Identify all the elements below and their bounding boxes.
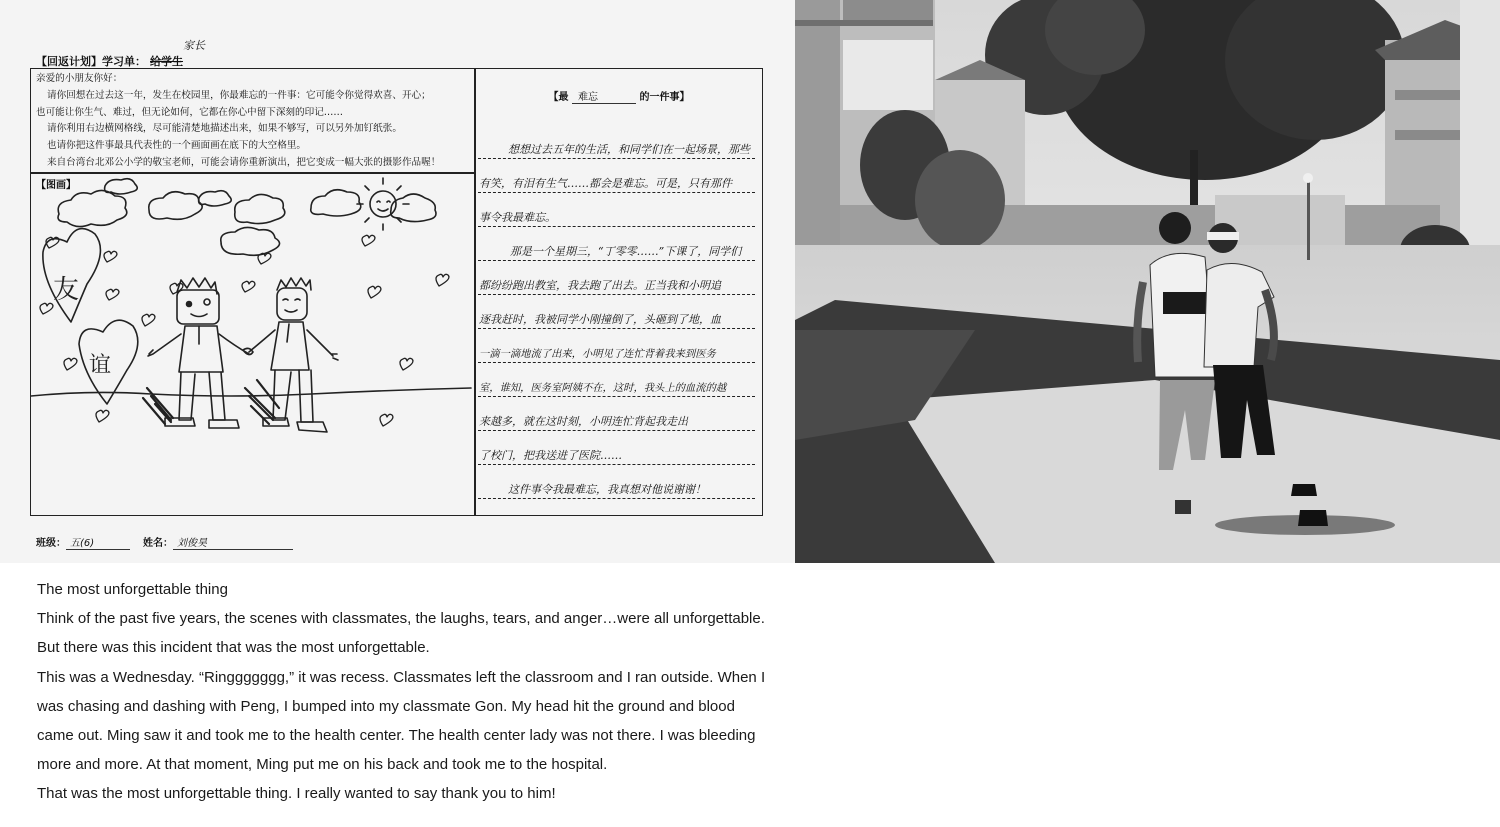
- essay-line: 这件事令我最难忘，我真想对他说谢谢！: [508, 483, 706, 496]
- translation-line: more and more. At that moment, Ming put me on his back and took me to the hospital.: [37, 756, 608, 774]
- essay-line: 来越多，就在这时刻，小明连忙背起我走出: [479, 415, 688, 428]
- boy-figure-icon: [143, 278, 249, 428]
- sun-icon: [357, 178, 409, 230]
- translation-line: But there was this incident that was the most unforgettable.: [37, 639, 430, 657]
- translation-line: This was a Wednesday. “Ringgggggg,” it was recess. Classmates left the classroom and I ran outside. When I: [37, 668, 766, 686]
- translation-line: Think of the past five years, the scenes with classmates, the laughs, tears, and anger…were all unforgettable.: [37, 610, 765, 628]
- essay-rule: [478, 464, 755, 465]
- essay-line: 逐我赶时，我被同学小刚撞倒了，头砸到了地，血: [479, 313, 721, 326]
- essay-line: 有笑，有泪有生气……都会是难忘。可是，只有那件: [479, 177, 732, 190]
- essay-line: 那是一个星期三，“丁零零……”下课了，同学们: [510, 245, 742, 258]
- essay-rule: [478, 396, 755, 397]
- frame-divider: [474, 68, 476, 516]
- name-label: 姓名：: [142, 538, 173, 549]
- translation-title: The most unforgettable thing: [37, 581, 228, 598]
- essay-rule: [478, 498, 755, 499]
- essay-title-prefix: 【最: [548, 92, 569, 103]
- essay-rule: [478, 226, 755, 227]
- essay-rule: [478, 328, 755, 329]
- heart-char: 谊: [89, 353, 112, 378]
- essay-rule: [478, 158, 755, 159]
- translation-line: That was the most unforgettable thing. I really wanted to say thank you to him!: [37, 785, 556, 803]
- essay-line: 事令我最难忘。: [479, 211, 556, 224]
- intro-line: 也可能让你生气、难过，但无论如何，它都在你心中留下深刻的印记……: [36, 106, 343, 118]
- intro-text: [36, 71, 472, 172]
- drawing-label: 【图画】: [36, 180, 76, 191]
- essay-line: 一滴一滴地流了出来，小明见了连忙背着我来到医务: [479, 348, 716, 360]
- header-label: 【回返计划】学习单：: [36, 55, 146, 68]
- worksheet-header: [36, 53, 187, 69]
- lamp-post: [1307, 180, 1310, 260]
- essay-rule: [478, 362, 755, 363]
- intro-line: 亲爱的小朋友你好：: [36, 73, 123, 84]
- boy-figure-icon: [245, 278, 338, 432]
- essay-title-fill: 难忘: [572, 88, 636, 104]
- class-value: 五(6): [66, 534, 130, 550]
- essay-rule: [478, 260, 755, 261]
- english-translation: [37, 579, 817, 813]
- class-label: 班级：: [36, 538, 66, 549]
- essay-line: 室，谁知，医务室阿姨不在，这时，我头上的血流的越: [479, 382, 727, 394]
- essay-title-suffix: 的一件事】: [639, 92, 690, 103]
- intro-line: 来自台湾台北邓公小学的敬宝老师，可能会请你重新演出，把它变成一幅大张的摄影作品喔！: [47, 156, 441, 168]
- heart-char: 友: [53, 275, 80, 305]
- intro-line: 请你利用右边横网格线，尽可能清楚地描述出来，如果不够写，可以另外加钉纸张。: [47, 123, 402, 135]
- schoolyard-photo: [795, 0, 1500, 563]
- essay-rule: [478, 294, 755, 295]
- intro-line: 也请你把这件事最具代表性的一个画面画在底下的大空格里。: [47, 140, 307, 152]
- intro-line: 请你回想在过去这一年，发生在校园里，你最难忘的一件事：它可能令你觉得欢喜、开心；: [47, 89, 431, 101]
- essay-line: 了校门，把我送进了医院……: [479, 449, 622, 462]
- essay-rule: [478, 430, 755, 431]
- bush: [915, 150, 1005, 250]
- header-value: 给学生: [146, 55, 187, 69]
- child-drawing: [31, 174, 474, 515]
- essay-rule: [478, 192, 755, 193]
- essay-line: 都纷纷跑出教室，我去跑了出去。正当我和小明追: [479, 279, 721, 292]
- student-info: [36, 534, 293, 550]
- header-correction: 家长: [183, 39, 205, 52]
- name-value: 刘俊昊: [173, 534, 293, 550]
- essay-line: 想想过去五年的生活，和同学们在一起场景，那些: [508, 143, 750, 156]
- essay-title: [476, 88, 762, 104]
- worksheet-scan: [0, 0, 795, 563]
- joined-hands: [243, 348, 253, 354]
- translation-line: was chasing and dashing with Peng, I bumped into my classmate Gon. My head hit the ground and blood: [37, 697, 735, 715]
- translation-line: came out. Ming saw it and took me to the health center. The health center lady was not there. I was bleeding: [37, 726, 756, 744]
